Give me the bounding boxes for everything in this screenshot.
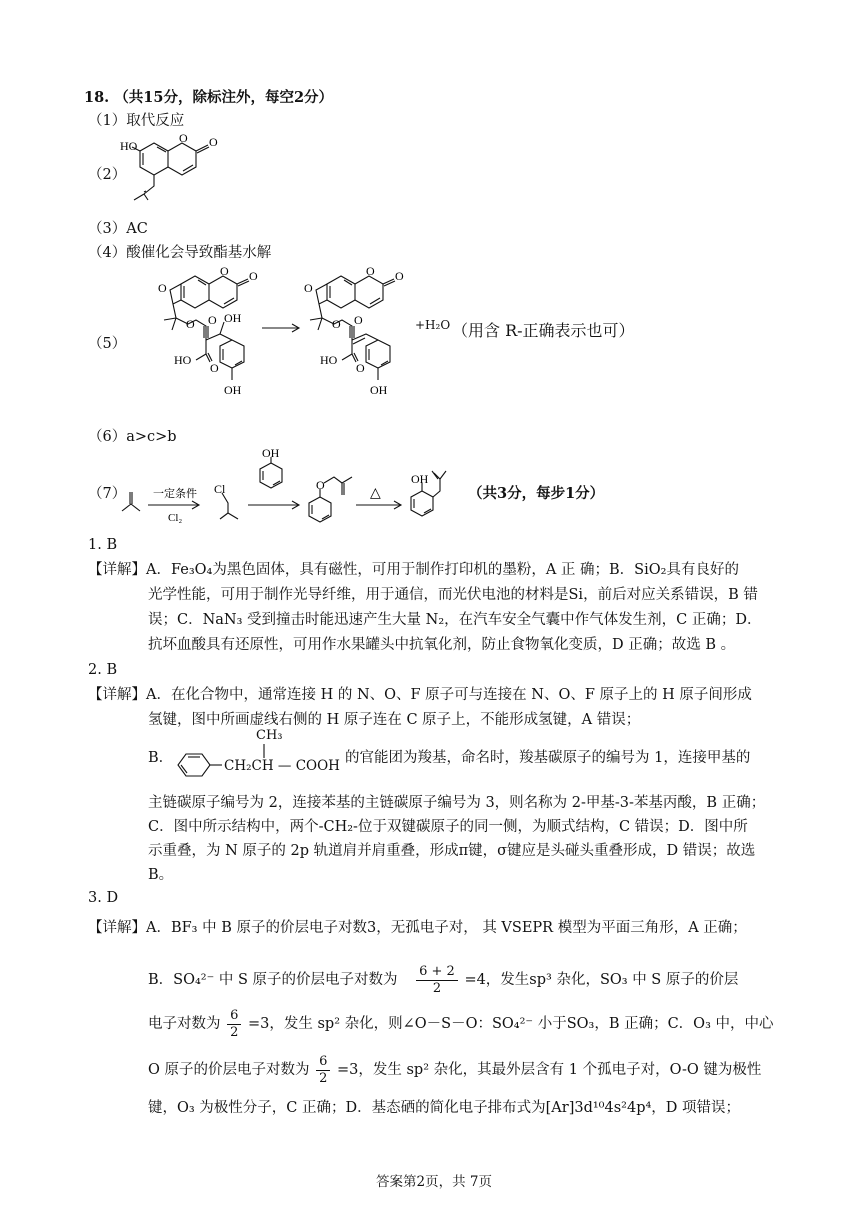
answer2-b-text: 的官能团为羧基，命名时，羧基碳原子的编号为 1，连接甲基的 bbox=[345, 750, 751, 766]
q18-part7-condition-bottom: Cl₂ bbox=[168, 512, 183, 524]
q18-part7-delta: △ bbox=[370, 486, 381, 501]
q18-part5-product bbox=[296, 262, 436, 404]
answer3-fraction2: $\frac{6}{2}$ bbox=[227, 1008, 241, 1041]
q18-part4: （4）酸催化会导致酯基水解 bbox=[88, 245, 272, 261]
answer2-b-ch3: CH₃ bbox=[256, 728, 283, 743]
q18-p5-product-ester-o: O bbox=[332, 317, 341, 331]
q18-part6: （6）a>c>b bbox=[88, 429, 177, 445]
q18-part7-condition-top: 一定条件 bbox=[153, 488, 197, 500]
q18-p5-product-acid-o: O bbox=[356, 361, 365, 375]
q18-part5-water: +H₂O bbox=[415, 318, 451, 332]
answer3-line4-pre: O 原子的价层电子对数为 bbox=[148, 1062, 310, 1078]
q18-part7-phenol-oh: OH bbox=[262, 446, 280, 460]
q18-part2-structure bbox=[120, 128, 230, 208]
answer3-line4 bbox=[148, 1050, 761, 1090]
answer2-line1: 【详解】A．在化合物中，通常连接 H 的 N、O、F 原子可与连接在 N、O、F 原子上的 H 原子间形成 bbox=[88, 687, 752, 703]
q18-header: 18. （共15分，除标注外，每空2分） bbox=[84, 89, 334, 106]
answer1-line4: 抗坏血酸具有还原性，可用作水果罐头中抗氧化剂，防止食物氧化变质，D 正确；故选 B 。 bbox=[148, 637, 736, 653]
answer2-b-benzene bbox=[176, 752, 224, 778]
q18-part2-carbonyl-o: O bbox=[209, 135, 218, 149]
q18-part2-ring-o: O bbox=[179, 131, 188, 145]
q18-part7-cl: Cl bbox=[214, 482, 226, 496]
answer1-number: 1. B bbox=[88, 537, 118, 553]
q18-part7-ether-o: O bbox=[316, 478, 325, 492]
q18-p5-reactant-ester-carbonyl-o: O bbox=[208, 313, 217, 327]
answer3-line2-pre: B．SO₄²⁻ 中 S 原子的价层电子对数为 bbox=[148, 972, 398, 988]
q18-part7-label: （7） bbox=[88, 486, 127, 502]
answer3-fraction3: $\frac{6}{2}$ bbox=[316, 1054, 330, 1087]
answer1-line1: 【详解】A．Fe₃O₄为黑色固体，具有磁性，可用于制作打印机的墨粉，A 正 确；B．SiO₂具有良好的 bbox=[88, 562, 739, 578]
answer3-line2 bbox=[148, 960, 738, 1000]
answer2-b-methyl-bond bbox=[262, 744, 266, 758]
answer2-line6: B。 bbox=[148, 867, 174, 883]
q18-p5-reactant-phenol-oh: OH bbox=[224, 383, 242, 397]
q18-p5-product-carbonyl-o: O bbox=[395, 269, 404, 283]
q18-p5-reactant-ester-o: O bbox=[186, 317, 195, 331]
answer2-b-label: B． bbox=[148, 750, 174, 766]
q18-p5-product-ring-o: O bbox=[366, 264, 375, 278]
answer2-line4: C．图中所示结构中，两个-CH₂-位于双键碳原子的同一侧，为顺式结构，C 错误；D．图中所 bbox=[148, 819, 748, 835]
q18-p5-reactant-carbonyl-o: O bbox=[249, 269, 258, 283]
q18-p5-product-phenol-oh: OH bbox=[370, 383, 388, 397]
answer1-line3: 误；C．NaN₃ 受到撞击时能迅速产生大量 N₂，在汽车安全气囊中作气体发生剂，C 正确；D． bbox=[148, 612, 762, 628]
answer1-line2: 光学性能，可用于制作光导纤维，用于通信，而光伏电池的材料是Si，前后对应关系错误，B 错 bbox=[148, 587, 758, 603]
q18-p5-reactant-ho: HO bbox=[174, 353, 192, 367]
answer2-line2: 氢键，图中所画虚线右侧的 H 原子连在 C 原子上，不能形成氢键，A 错误； bbox=[148, 712, 641, 728]
q18-p5-product-ester-carbonyl-o: O bbox=[354, 313, 363, 327]
q18-part1: （1）取代反应 bbox=[88, 113, 185, 129]
q18-p5-reactant-oh: OH bbox=[224, 311, 242, 325]
q18-part2-ho: HO bbox=[120, 139, 138, 153]
q18-part7-note: （共3分，每步1分） bbox=[468, 485, 605, 502]
q18-p5-reactant-ring-o: O bbox=[220, 264, 229, 278]
answer3-line1: 【详解】A．BF₃ 中 B 原子的价层电子对数3，无孤电子对， 其 VSEPR 模型为平面三角形，A 正确； bbox=[88, 920, 747, 936]
q18-part3: （3）AC bbox=[88, 221, 148, 237]
q18-part2-label: （2） bbox=[88, 167, 127, 183]
q18-part5-note: （用含 R-正确表示也可） bbox=[452, 321, 635, 340]
answer2-line5: 示重叠，为 N 原子的 2p 轨道肩并肩重叠，形成π键，σ键应是头碰头重叠形成，D 错误；故选 bbox=[148, 843, 756, 859]
q18-part7-product-oh: OH bbox=[411, 472, 429, 486]
q18-p5-reactant-furan-o: O bbox=[158, 281, 167, 295]
q18-p5-product-ho: HO bbox=[320, 353, 338, 367]
answer3-number: 3. D bbox=[88, 890, 119, 906]
answer2-number: 2. B bbox=[88, 662, 118, 678]
answer3-line4-post: =3，发生 sp² 杂化，其最外层含有 1 个孤电子对，O-O 键为极性 bbox=[337, 1062, 762, 1078]
q18-p5-reactant-acid-o: O bbox=[210, 361, 219, 375]
answer3-line3-pre: 电子对数为 bbox=[148, 1016, 221, 1032]
page-footer: 答案第2页，共 7页 bbox=[376, 1174, 492, 1190]
q18-p5-product-furan-o: O bbox=[304, 281, 313, 295]
answer2-line3: 主链碳原子编号为 2，连接苯基的主链碳原子编号为 3，则名称为 2-甲基-3-苯基丙酸，B 正确； bbox=[148, 795, 766, 811]
answer3-line2-post: =4，发生sp³ 杂化，SO₃ 中 S 原子的价层 bbox=[464, 972, 739, 988]
q18-part7-scheme bbox=[116, 447, 446, 532]
answer3-line3-post: =3，发生 sp² 杂化，则∠O－S－O：SO₄²⁻ 小于SO₃，B 正确；C．O₃ 中，中心 bbox=[248, 1016, 774, 1032]
q18-part5-label: （5） bbox=[88, 336, 127, 352]
answer3-line5: 键，O₃ 为极性分子，C 正确；D．基态硒的简化电子排布式为[Ar]3d¹⁰4s²4p⁴，D 项错误； bbox=[148, 1100, 741, 1116]
answer3-fraction1: $\frac{6 + 2}{2}$ bbox=[416, 964, 458, 997]
answer2-b-chain: CH₂CH — COOH bbox=[224, 758, 340, 774]
answer3-line3 bbox=[148, 1004, 774, 1044]
